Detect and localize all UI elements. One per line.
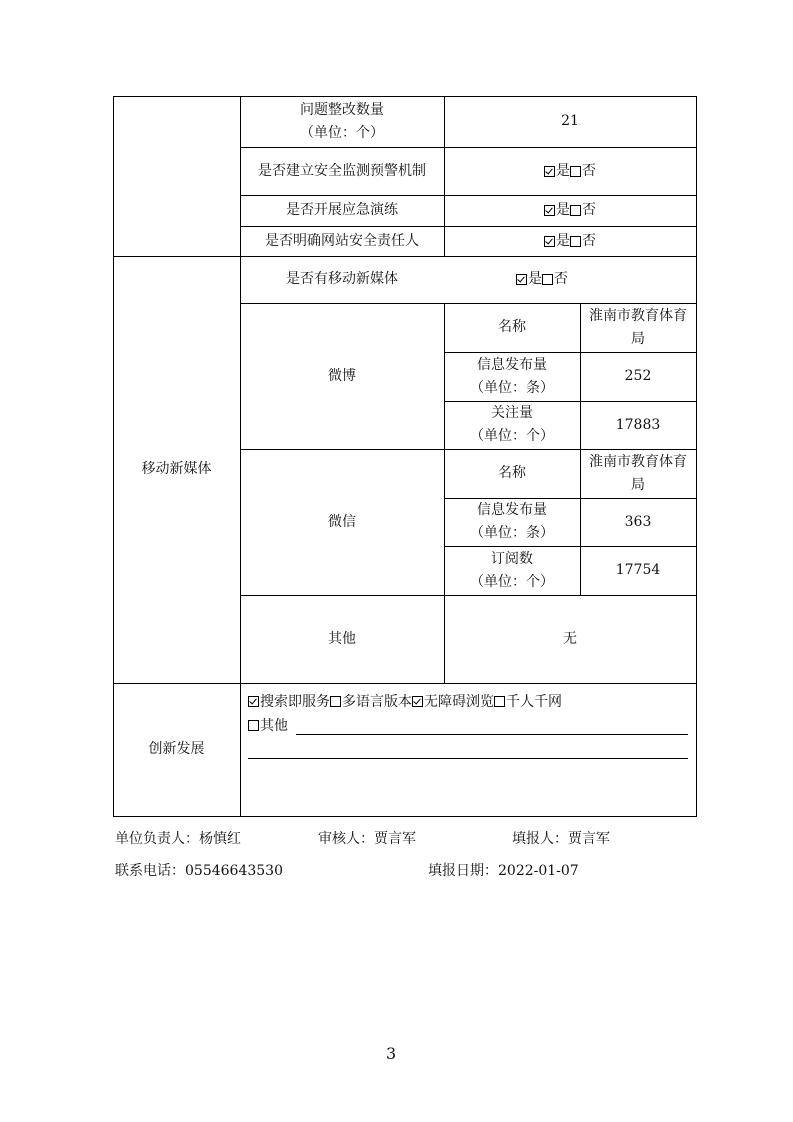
weibo-name-label: 名称: [498, 319, 526, 335]
accessibility-checkbox-checked-icon[interactable]: [412, 696, 423, 707]
no-checkbox-icon[interactable]: [570, 236, 581, 247]
innovation-section-label: 创新发展: [148, 741, 205, 757]
reviewer: 审核人：贾言军: [318, 831, 416, 847]
filler: 填报人：贾言军: [512, 831, 610, 847]
contact-phone: 联系电话：05546643530: [115, 863, 283, 879]
weibo-followers-value: 17883: [615, 416, 661, 433]
no-checkbox-icon[interactable]: [542, 274, 553, 285]
search-service-checkbox-checked-icon[interactable]: [248, 696, 259, 707]
innovation-fill-line-2[interactable]: [248, 758, 688, 759]
other-innovation-checkbox-icon[interactable]: [248, 720, 259, 731]
personalized-option: 千人千网: [506, 694, 562, 710]
weibo-posts-label: 信息发布量 （单位：条）: [470, 356, 554, 396]
fill-date: 填报日期：2022-01-07: [428, 863, 579, 879]
other-innovation-fill-line[interactable]: [296, 734, 688, 735]
wechat-name-label: 名称: [498, 465, 526, 481]
weibo-posts-value: 252: [624, 368, 652, 384]
wechat-subscribers-value: 17754: [615, 562, 661, 578]
no-checkbox-icon[interactable]: [570, 166, 581, 177]
multilingual-option: 多语言版本: [342, 694, 412, 710]
wechat-label: 微信: [328, 513, 356, 530]
rectification-label-text: 问题整改数量: [300, 101, 384, 118]
security-responsible-label: 是否明确网站安全责任人: [265, 232, 419, 249]
innovation-options-row-1: [248, 691, 562, 713]
personalized-checkbox-icon[interactable]: [494, 696, 505, 707]
wechat-subscribers-label: 订阅数 （单位：个）: [470, 550, 554, 590]
has-mobile-media-label: 是否有移动新媒体: [286, 271, 398, 287]
has-mobile-media-choice: 是 否: [444, 256, 696, 303]
rectification-count-value: 21: [561, 113, 579, 129]
wechat-posts-label: 信息发布量 （单位：条）: [470, 502, 554, 541]
rectification-unit-text: （单位：个）: [300, 124, 384, 141]
yes-checkbox-checked-icon[interactable]: [544, 166, 555, 177]
other-media-value: 无: [563, 630, 577, 647]
weibo-name-value: 淮南市教育体育局: [589, 307, 687, 347]
wechat-posts-value: 363: [624, 513, 652, 530]
emergency-drill-choice: 是 否: [444, 195, 696, 226]
weibo-label: 微博: [328, 367, 356, 384]
weibo-followers-label: 关注量 （单位：个）: [470, 405, 554, 444]
wechat-name-value: 淮南市教育体育局: [589, 453, 687, 493]
yes-checkbox-checked-icon[interactable]: [544, 236, 555, 247]
rectification-count-label: [240, 96, 444, 147]
multilingual-checkbox-icon[interactable]: [330, 696, 341, 707]
mobile-media-section-label: 移动新媒体: [141, 461, 212, 477]
security-responsible-choice: 是 否: [444, 226, 696, 256]
other-innovation-option: 其他: [260, 718, 288, 734]
search-service-option: 搜索即服务: [260, 694, 330, 710]
unit-head: 单位负责人：杨慎红: [115, 831, 241, 847]
yes-checkbox-checked-icon[interactable]: [516, 274, 527, 285]
monitoring-warning-label: 是否建立安全监测预警机制: [258, 162, 426, 179]
emergency-drill-label: 是否开展应急演练: [286, 202, 398, 218]
page-number: 3: [386, 1044, 397, 1063]
monitoring-warning-choice: 是 否: [444, 147, 696, 195]
no-checkbox-icon[interactable]: [570, 205, 581, 216]
other-media-label: 其他: [328, 630, 356, 647]
innovation-options-row-2: [248, 715, 288, 737]
yes-checkbox-checked-icon[interactable]: [544, 205, 555, 216]
accessibility-option: 无障碍浏览: [424, 694, 494, 710]
